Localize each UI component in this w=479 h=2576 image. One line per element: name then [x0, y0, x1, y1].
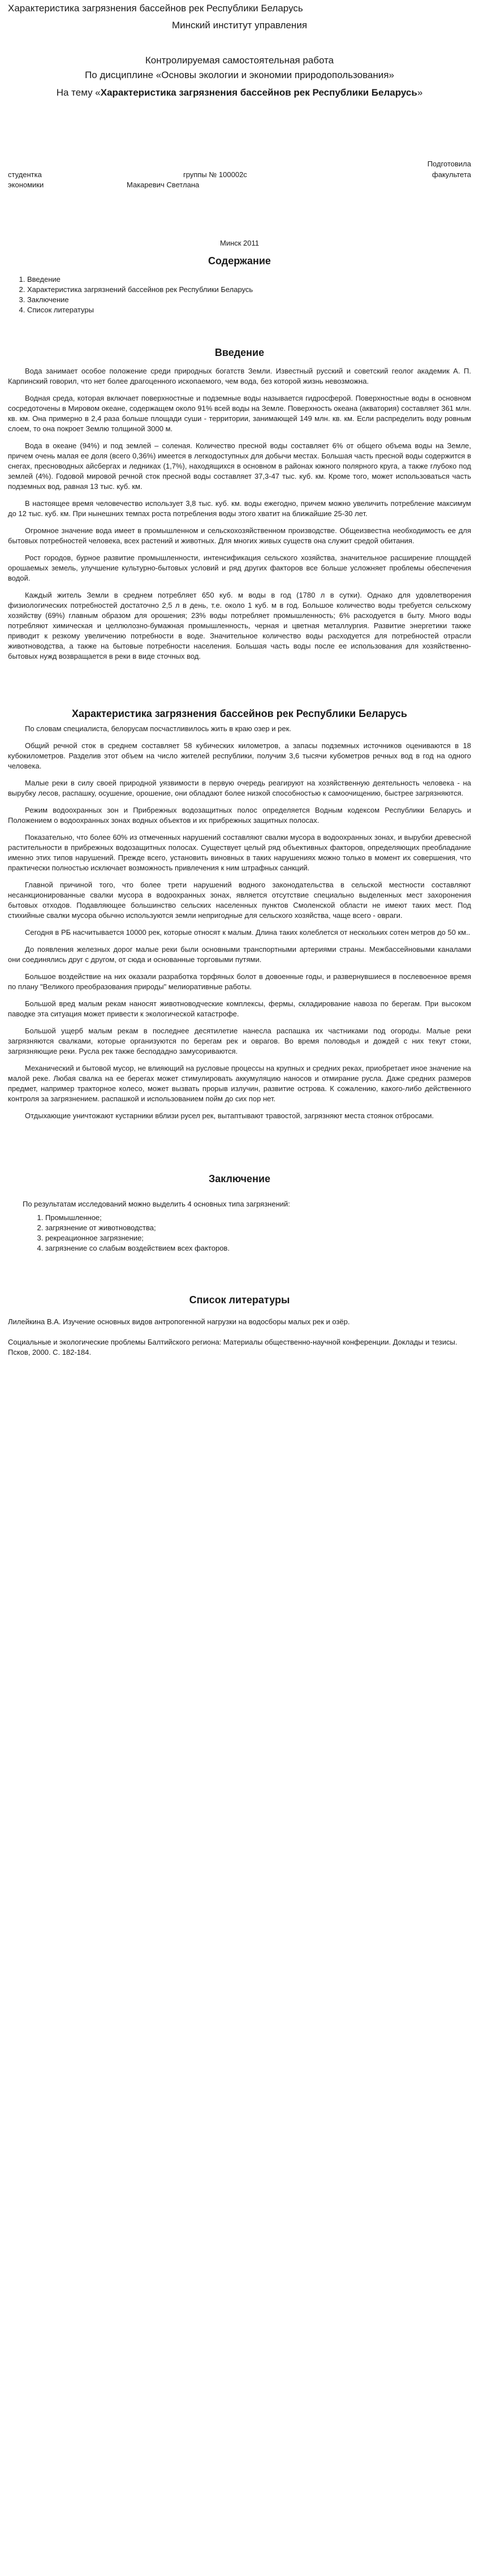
economics-label: экономики [8, 181, 44, 189]
conclusion-heading: Заключение [208, 1173, 271, 1184]
section-paragraph: Малые реки в силу своей природной уязвимости в первую очередь реагируют на хозяйственную деятельность человека - на вырубку лесов, распашку, осушение, орошение, они обладают более низкой способностью к самоочищению, быстрее загрязняются. [8, 779, 471, 797]
conclusion-item: 1. Промышленное; [45, 1213, 471, 1223]
intro-paragraph: Вода в океане (94%) и под землей – соленая. Количество пресной воды составляет 6% от общего объема воды на Земле, причем очень малая ее доля (всего 0,36%) имеется в легкодоступных для добычи местах. Большая часть пресной воды содержится в снегах, пресноводных айсбергах и ледниках (1,7%), находящихся в основном в районах южного полярного круга, а также глубоко под землей (4%). Годовой мировой речной сток пресной воды составляет 37,3-47 тыс. куб. км. Кроме того, может использоваться часть подземных вод, равная 13 тыс. куб. км. [8, 441, 471, 491]
intro-paragraph: В настоящее время человечество использует 3,8 тыс. куб. км. воды ежегодно, причем можно увеличить потребление максимум до 12 тыс. куб. км. При нынешних темпах роста потребления воды этого хватит на ближайшие 25-30 лет. [8, 499, 471, 518]
conclusion-item: 3. рекреационное загрязнение; [45, 1233, 471, 1243]
section-paragraph: Большое воздействие на них оказали разработка торфяных болот в довоенные годы, и развернувшиеся в послевоенное время по плану "Великого преобразования природы" мелиоративные работы. [8, 972, 471, 991]
section-paragraph: Отдыхающие уничтожают кустарники вблизи русел рек, вытаптывают травостой, загрязняют места стоянок отбросами. [25, 1111, 434, 1120]
conclusion-list [8, 1213, 471, 1253]
literature-item: Лилейкина В.А. Изучение основных видов антропогенной нагрузки на водосборы малых рек и озёр. [8, 1317, 350, 1326]
theme-prefix: На тему « [56, 87, 101, 98]
intro-paragraph: Водная среда, которая включает поверхностные и подземные воды называется гидросферой. Поверхностные воды в основном сосредоточены в Мировом океане, содержащем около 91% всей воды на Земле. Поверхность океана (акватория) составляет 361 млн. кв. км. Она примерно в 2,4 раза больше площади суши - территории, занимающей 149 млн. кв. км. Если распределить воду ровным слоем, то она покроет Землю толщиной 3000 м. [8, 394, 471, 433]
literature-heading: Список литературы [189, 1294, 290, 1306]
toc-item: 3. Заключение [27, 295, 471, 305]
intro-paragraph: Огромное значение вода имеет в промышленном и сельскохозяйственном производстве. Общеизвестна необходимость ее для бытовых потребностей человека, всех растений и животных. Для многих живых существ она служит средой обитания. [8, 526, 471, 545]
section-paragraph: Сегодня в РБ насчитывается 10000 рек, которые относят к малым. Длина таких колеблется от нескольких сотен метров до 50 км.. [25, 928, 471, 937]
literature-item: Социальные и экологические проблемы Балтийского региона: Материалы общественно-научной конференции. Доклады и тезисы. Псков, 2000. С. 182-184. [8, 1338, 458, 1356]
intro-heading: Введение [214, 347, 265, 358]
section-heading: Характеристика загрязнения бассейнов рек Республики Беларусь [71, 708, 407, 719]
group-label: группы № 100002с [183, 170, 247, 179]
toc-heading: Содержание [208, 255, 271, 267]
author-name: Макаревич Светлана [127, 181, 200, 189]
section-paragraph: Большой ущерб малым рекам в последнее десятилетие нанесла распашка их частниками под огороды. Малые реки загрязняются свалками, которые организуются по берегам рек и оврагов. Во время половодья и дождей с них текут стоки, загрязняющие реки. Русла рек также бесподадно замусориваются. [8, 1027, 471, 1055]
section-paragraph: До появления железных дорог малые реки были основными транспортными артериями страны. Межбассейновыми каналами они соединялись друг с другом, от сюда и основанные торговыми путями. [8, 945, 471, 964]
section-paragraph: Механический и бытовой мусор, не влияющий на русловые процессы на крупных и средних реках, приобретает иное значение на малой реке. Любая свалка на ее берегах может стимулировать аккумуляцию наносов и отмирание русла. Даже средних размеров предмет, например тракторное колесо, может вызвать прорыв излучин, развитие острова. К сожалению, какого-либо действенного контроля за загрязнением. распашкой и использованием пойм до сих пор нет. [8, 1064, 471, 1103]
theme-line [8, 86, 471, 100]
toc-item: 1. Введение [27, 274, 471, 285]
toc-list [8, 274, 471, 315]
author-signature-block [8, 159, 471, 199]
conclusion-item: 4. загрязнение со слабым воздействием всех факторов. [45, 1243, 471, 1253]
discipline-line: По дисциплине «Основы экологии и экономии природопользования» [85, 70, 394, 80]
theme-title: Характеристика загрязнения бассейнов рек Республики Беларусь [100, 87, 417, 98]
section-paragraph: По словам специалиста, белорусам посчастливилось жить в краю озер и рек. [25, 724, 291, 733]
theme-suffix: » [417, 87, 423, 98]
faculty-label: факультета [432, 170, 471, 179]
toc-item: 2. Характеристика загрязнений бассейнов рек Республики Беларусь [27, 285, 471, 295]
toc-item: 4. Список литературы [27, 305, 471, 315]
prepared-label: Подготовила [427, 160, 471, 168]
student-label: студентка [8, 170, 42, 179]
intro-paragraph: Рост городов, бурное развитие промышленности, интенсификация сельского хозяйства, значительное расширение площадей орошаемых земель, улучшение культурно-бытовых условий и ряд других факторов все больше усложняет проблемы обеспечения водой. [8, 553, 471, 582]
intro-paragraph: Каждый житель Земли в среднем потребляет 650 куб. м воды в год (1780 л в сутки). Однако для удовлетворения физиологических потребностей достаточно 2,5 л в день, т.е. около 1 куб. м в год. Большое количество воды требуется сельскому хозяйству (69%) главным образом для орошения; 23% воды потребляет промышленность; 6% расходуется в быту. Много воды потребляют химическая и целлюлозно-бумажная промышленность, черная и цветная металлургия. Развитие энергетики также приводит к резкому увеличению потребности в воде. Значительное количество воды расходуется для потребностей отрасли животноводства, а также на бытовые потребности населения. Большая часть воды после ее использования для хозяйственно-бытовых нужд возвращается в реки в виде сточных вод. [8, 591, 471, 660]
section-paragraph: Общий речной сток в среднем составляет 58 кубических километров, а запасы подземных источников оцениваются в 18 кубокилометров. Разделив этот объем на число жителей республики, получим 3,6 тысячи кубометров речных вод в год на одного человека. [8, 741, 471, 770]
city-year: Минск 2011 [219, 239, 260, 247]
work-type: Контролируемая самостоятельная работа [145, 55, 334, 66]
section-paragraph: Режим водоохранных зон и Прибрежных водозащитных полос определяется Водным кодексом Республики Беларусь и Положением о водоохранных зонах водных объектов и их прибрежных защитных полосах. [8, 806, 471, 825]
conclusion-intro: По результатам исследований можно выделить 4 основных типа загрязнений: [23, 1200, 290, 1208]
institute-name: Минский институт управления [171, 20, 308, 31]
section-paragraph: Показательно, что более 60% из отмеченных нарушений составляют свалки мусора в водоохранных зонах, и вырубки древесной растительности в прибрежных водозащитных полосах. Существует целый ряд объективных факторов, определяющих преобладание именно этих типов нарушений. Прежде всего, установить виновных в таких нарушениях можно только в момент их совершения, что практически полностью исключает возможность привлечения к ним штрафных санкций. [8, 833, 471, 872]
section-paragraph: Главной причиной того, что более трети нарушений водного законодательства в сельской местности составляют несанкционированные свалки мусора в водоохранных зонах, является отсутствие специально выделенных мест захоронения бытовых отходов. Подавляющее большинство сельских населенных пунктов Смоленской области не имеют таких мест. Под стихийные свалки мусора обычно используются земли непригодные для сельского хозяйства, чаще всего - овраги. [8, 881, 471, 920]
document-title: Характеристика загрязнения бассейнов рек Республики Беларусь [8, 3, 303, 14]
intro-paragraph: Вода занимает особое положение среди природных богатств Земли. Известный русский и советский геолог академик А. П. Карпинский говорил, что нет более драгоценного ископаемого, чем вода, без которой жизнь невозможна. [8, 367, 471, 385]
section-paragraph: Большой вред малым рекам наносят животноводческие комплексы, фермы, складирование навоза по берегам. При высоком паводке эта ситуация может привести к экологической катастрофе. [8, 999, 471, 1018]
conclusion-item: 2. загрязнение от животноводства; [45, 1223, 471, 1233]
